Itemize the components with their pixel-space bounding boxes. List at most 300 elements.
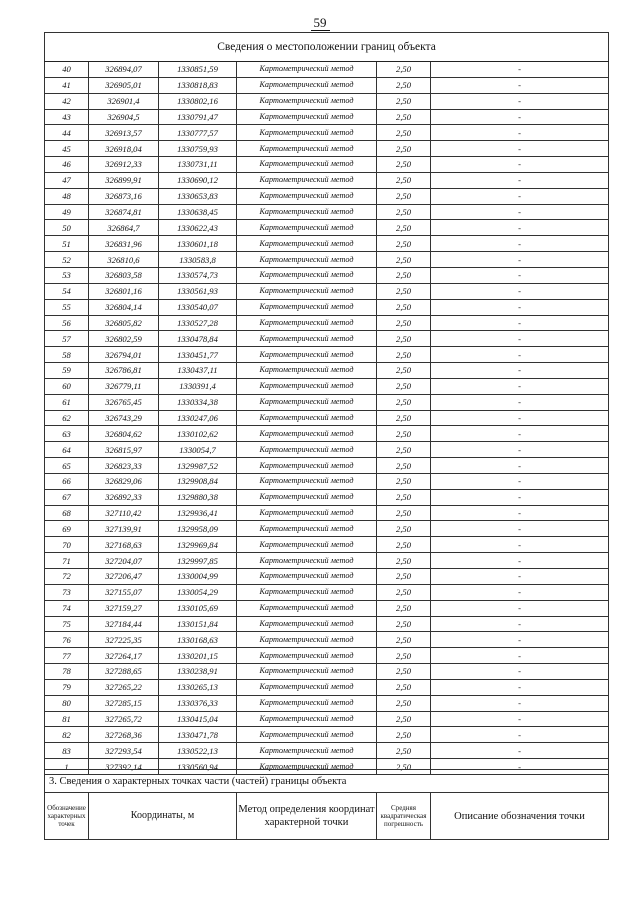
- col-point-header: Обозначение характерных точек: [45, 793, 89, 840]
- cell-coord-y: 1329969,84: [159, 537, 237, 553]
- cell-error: 2,50: [377, 188, 431, 204]
- table-row: [45, 695, 609, 711]
- cell-error: 2,50: [377, 347, 431, 363]
- cell-coord-y: 1330540,07: [159, 299, 237, 315]
- cell-coord-y: 1329908,84: [159, 473, 237, 489]
- cell-method: Картометрический метод: [237, 442, 377, 458]
- cell-coord-y: 1330522,13: [159, 743, 237, 759]
- cell-point-number: 67: [45, 489, 89, 505]
- cell-point-number: 72: [45, 569, 89, 585]
- table-row: [45, 172, 609, 188]
- cell-coord-y: 1329987,52: [159, 458, 237, 474]
- cell-coord-y: 1329997,85: [159, 553, 237, 569]
- cell-method: Картометрический метод: [237, 410, 377, 426]
- cell-error: 2,50: [377, 489, 431, 505]
- cell-method: Картометрический метод: [237, 553, 377, 569]
- cell-coord-x: 326805,82: [89, 315, 159, 331]
- table-row: [45, 267, 609, 283]
- cell-description: -: [431, 442, 609, 458]
- cell-coord-y: 1330201,15: [159, 648, 237, 664]
- cell-point-number: 81: [45, 711, 89, 727]
- cell-coord-x: 327204,07: [89, 553, 159, 569]
- cell-coord-x: 326892,33: [89, 489, 159, 505]
- cell-point-number: 42: [45, 93, 89, 109]
- table-row: [45, 537, 609, 553]
- cell-point-number: 40: [45, 62, 89, 78]
- cell-coord-x: 326743,29: [89, 410, 159, 426]
- table-row: [45, 283, 609, 299]
- cell-coord-y: 1330777,57: [159, 125, 237, 141]
- cell-coord-y: 1330415,04: [159, 711, 237, 727]
- cell-description: -: [431, 410, 609, 426]
- cell-point-number: 50: [45, 220, 89, 236]
- cell-description: -: [431, 727, 609, 743]
- cell-coord-x: 326802,59: [89, 331, 159, 347]
- cell-method: Картометрический метод: [237, 632, 377, 648]
- cell-point-number: 60: [45, 378, 89, 394]
- cell-coord-y: 1330791,47: [159, 109, 237, 125]
- cell-point-number: 64: [45, 442, 89, 458]
- cell-coord-y: 1330818,83: [159, 77, 237, 93]
- cell-description: -: [431, 679, 609, 695]
- cell-error: 2,50: [377, 77, 431, 93]
- cell-method: Картометрический метод: [237, 648, 377, 664]
- table-row: [45, 711, 609, 727]
- cell-point-number: 48: [45, 188, 89, 204]
- cell-method: Картометрический метод: [237, 664, 377, 680]
- cell-method: Картометрический метод: [237, 236, 377, 252]
- cell-point-number: 83: [45, 743, 89, 759]
- cell-method: Картометрический метод: [237, 109, 377, 125]
- cell-point-number: 62: [45, 410, 89, 426]
- cell-description: -: [431, 125, 609, 141]
- cell-coord-y: 1330105,69: [159, 600, 237, 616]
- cell-coord-y: 1330451,77: [159, 347, 237, 363]
- cell-error: 2,50: [377, 236, 431, 252]
- table-row: [45, 458, 609, 474]
- cell-description: -: [431, 553, 609, 569]
- table-row: [45, 299, 609, 315]
- cell-point-number: 58: [45, 347, 89, 363]
- table-row: [45, 489, 609, 505]
- cell-error: 2,50: [377, 378, 431, 394]
- cell-point-number: 59: [45, 363, 89, 379]
- cell-coord-y: 1329936,41: [159, 505, 237, 521]
- cell-description: -: [431, 188, 609, 204]
- cell-point-number: 46: [45, 157, 89, 173]
- cell-method: Картометрический метод: [237, 394, 377, 410]
- table-row: [45, 204, 609, 220]
- cell-method: Картометрический метод: [237, 727, 377, 743]
- cell-coord-x: 327159,27: [89, 600, 159, 616]
- cell-point-number: 56: [45, 315, 89, 331]
- cell-coord-y: 1330622,43: [159, 220, 237, 236]
- cell-coord-x: 326829,06: [89, 473, 159, 489]
- section3-title: 3. Сведения о характерных точках части (частей) границы объекта: [45, 770, 609, 793]
- cell-coord-y: 1330471,78: [159, 727, 237, 743]
- section-title: Сведения о местоположении границ объекта: [45, 33, 609, 62]
- table-row: [45, 236, 609, 252]
- cell-point-number: 41: [45, 77, 89, 93]
- cell-point-number: 54: [45, 283, 89, 299]
- cell-point-number: 51: [45, 236, 89, 252]
- cell-coord-x: 327293,54: [89, 743, 159, 759]
- cell-coord-x: 326804,14: [89, 299, 159, 315]
- cell-error: 2,50: [377, 331, 431, 347]
- cell-coord-y: 1330054,7: [159, 442, 237, 458]
- cell-coord-x: 326874,81: [89, 204, 159, 220]
- cell-method: Картометрический метод: [237, 172, 377, 188]
- cell-coord-x: 327268,36: [89, 727, 159, 743]
- cell-coord-y: 1330376,33: [159, 695, 237, 711]
- cell-coord-x: 326864,7: [89, 220, 159, 236]
- cell-method: Картометрический метод: [237, 616, 377, 632]
- cell-error: 2,50: [377, 679, 431, 695]
- cell-coord-x: 327206,47: [89, 569, 159, 585]
- cell-error: 2,50: [377, 616, 431, 632]
- cell-coord-x: 327392,14: [89, 759, 159, 775]
- cell-coord-y: 1330004,99: [159, 569, 237, 585]
- cell-description: -: [431, 458, 609, 474]
- cell-error: 2,50: [377, 695, 431, 711]
- cell-point-number: 80: [45, 695, 89, 711]
- cell-method: Картометрический метод: [237, 157, 377, 173]
- cell-coord-y: 1329880,38: [159, 489, 237, 505]
- cell-description: -: [431, 711, 609, 727]
- cell-error: 2,50: [377, 648, 431, 664]
- cell-coord-x: 326918,04: [89, 141, 159, 157]
- cell-method: Картометрический метод: [237, 521, 377, 537]
- cell-description: -: [431, 109, 609, 125]
- cell-description: -: [431, 62, 609, 78]
- cell-description: -: [431, 315, 609, 331]
- cell-point-number: 75: [45, 616, 89, 632]
- cell-coord-y: 1330527,28: [159, 315, 237, 331]
- cell-description: -: [431, 664, 609, 680]
- cell-description: -: [431, 584, 609, 600]
- cell-point-number: 61: [45, 394, 89, 410]
- cell-description: -: [431, 299, 609, 315]
- cell-point-number: 73: [45, 584, 89, 600]
- cell-description: -: [431, 204, 609, 220]
- table-row: [45, 473, 609, 489]
- cell-method: Картометрический метод: [237, 537, 377, 553]
- cell-description: -: [431, 157, 609, 173]
- cell-error: 2,50: [377, 537, 431, 553]
- cell-error: 2,50: [377, 315, 431, 331]
- cell-error: 2,50: [377, 759, 431, 775]
- cell-point-number: 63: [45, 426, 89, 442]
- cell-method: Картометрический метод: [237, 93, 377, 109]
- table-row: [45, 252, 609, 268]
- cell-point-number: 69: [45, 521, 89, 537]
- cell-coord-y: 1330391,4: [159, 378, 237, 394]
- cell-point-number: 78: [45, 664, 89, 680]
- cell-method: Картометрический метод: [237, 473, 377, 489]
- cell-coord-x: 327168,63: [89, 537, 159, 553]
- cell-coord-x: 326905,01: [89, 77, 159, 93]
- cell-description: -: [431, 267, 609, 283]
- cell-point-number: 66: [45, 473, 89, 489]
- table-row: [45, 109, 609, 125]
- cell-coord-x: 326801,16: [89, 283, 159, 299]
- cell-method: Картометрический метод: [237, 299, 377, 315]
- table-row: [45, 600, 609, 616]
- cell-point-number: 76: [45, 632, 89, 648]
- cell-point-number: 49: [45, 204, 89, 220]
- cell-method: Картометрический метод: [237, 695, 377, 711]
- col-method-header: Метод определения координат характерной точки: [237, 793, 377, 840]
- cell-error: 2,50: [377, 220, 431, 236]
- cell-error: 2,50: [377, 125, 431, 141]
- page-number: 59: [0, 15, 640, 31]
- cell-description: -: [431, 394, 609, 410]
- cell-point-number: 57: [45, 331, 89, 347]
- cell-coord-x: 327184,44: [89, 616, 159, 632]
- cell-error: 2,50: [377, 569, 431, 585]
- table-row: [45, 743, 609, 759]
- cell-method: Картометрический метод: [237, 204, 377, 220]
- cell-error: 2,50: [377, 363, 431, 379]
- cell-error: 2,50: [377, 505, 431, 521]
- cell-coord-x: 327265,72: [89, 711, 159, 727]
- cell-coord-y: 1330802,16: [159, 93, 237, 109]
- table-row: [45, 664, 609, 680]
- cell-method: Картометрический метод: [237, 505, 377, 521]
- table-row: [45, 93, 609, 109]
- cell-coord-x: 327285,15: [89, 695, 159, 711]
- cell-coord-y: 1330151,84: [159, 616, 237, 632]
- cell-coord-y: 1330690,12: [159, 172, 237, 188]
- cell-method: Картометрический метод: [237, 711, 377, 727]
- cell-coord-y: 1329958,09: [159, 521, 237, 537]
- cell-coord-y: 1330851,59: [159, 62, 237, 78]
- cell-point-number: 55: [45, 299, 89, 315]
- cell-description: -: [431, 331, 609, 347]
- cell-error: 2,50: [377, 172, 431, 188]
- cell-point-number: 65: [45, 458, 89, 474]
- cell-description: -: [431, 426, 609, 442]
- cell-error: 2,50: [377, 743, 431, 759]
- cell-description: -: [431, 378, 609, 394]
- cell-coord-x: 327265,22: [89, 679, 159, 695]
- cell-description: -: [431, 220, 609, 236]
- cell-description: -: [431, 489, 609, 505]
- cell-description: -: [431, 616, 609, 632]
- cell-description: -: [431, 236, 609, 252]
- cell-coord-y: 1330238,91: [159, 664, 237, 680]
- cell-method: Картометрический метод: [237, 584, 377, 600]
- table-row: [45, 426, 609, 442]
- table-row: [45, 410, 609, 426]
- cell-coord-y: 1330601,18: [159, 236, 237, 252]
- cell-coord-x: 327139,91: [89, 521, 159, 537]
- cell-coord-y: 1330168,63: [159, 632, 237, 648]
- cell-coord-y: 1330561,93: [159, 283, 237, 299]
- cell-method: Картометрический метод: [237, 252, 377, 268]
- cell-coord-y: 1330437,11: [159, 363, 237, 379]
- cell-description: -: [431, 648, 609, 664]
- cell-error: 2,50: [377, 62, 431, 78]
- cell-method: Картометрический метод: [237, 188, 377, 204]
- cell-coord-x: 326823,33: [89, 458, 159, 474]
- cell-coord-x: 326810,6: [89, 252, 159, 268]
- cell-method: Картометрический метод: [237, 283, 377, 299]
- cell-coord-x: 326815,97: [89, 442, 159, 458]
- cell-error: 2,50: [377, 267, 431, 283]
- table-row: [45, 632, 609, 648]
- table-row: [45, 347, 609, 363]
- cell-method: Картометрический метод: [237, 426, 377, 442]
- table-row: [45, 315, 609, 331]
- cell-error: 2,50: [377, 141, 431, 157]
- table-row: [45, 157, 609, 173]
- cell-coord-y: 1330247,06: [159, 410, 237, 426]
- cell-description: -: [431, 743, 609, 759]
- cell-description: -: [431, 473, 609, 489]
- cell-point-number: 74: [45, 600, 89, 616]
- cell-point-number: 68: [45, 505, 89, 521]
- cell-error: 2,50: [377, 521, 431, 537]
- cell-method: Картометрический метод: [237, 378, 377, 394]
- table-row: [45, 141, 609, 157]
- cell-point-number: 45: [45, 141, 89, 157]
- cell-error: 2,50: [377, 600, 431, 616]
- cell-coord-x: 326779,11: [89, 378, 159, 394]
- cell-coord-y: 1330583,8: [159, 252, 237, 268]
- cell-coord-x: 327225,35: [89, 632, 159, 648]
- cell-point-number: 44: [45, 125, 89, 141]
- cell-coord-y: 1330102,62: [159, 426, 237, 442]
- table-row: [45, 648, 609, 664]
- cell-description: -: [431, 759, 609, 775]
- cell-error: 2,50: [377, 458, 431, 474]
- cell-coord-y: 1330759,93: [159, 141, 237, 157]
- cell-method: Картометрический метод: [237, 679, 377, 695]
- table-row: [45, 125, 609, 141]
- cell-error: 2,50: [377, 711, 431, 727]
- cell-description: -: [431, 632, 609, 648]
- table-row: [45, 553, 609, 569]
- cell-description: -: [431, 569, 609, 585]
- table-row: [45, 378, 609, 394]
- cell-error: 2,50: [377, 727, 431, 743]
- cell-method: Картометрический метод: [237, 347, 377, 363]
- cell-point-number: 77: [45, 648, 89, 664]
- cell-point-number: 79: [45, 679, 89, 695]
- cell-coord-y: 1330653,83: [159, 188, 237, 204]
- table-row: [45, 77, 609, 93]
- cell-description: -: [431, 252, 609, 268]
- cell-coord-x: 326873,16: [89, 188, 159, 204]
- table-row: [45, 569, 609, 585]
- cell-description: -: [431, 141, 609, 157]
- cell-coord-x: 326803,58: [89, 267, 159, 283]
- cell-method: Картометрический метод: [237, 363, 377, 379]
- cell-method: Картометрический метод: [237, 77, 377, 93]
- cell-coord-x: 326913,57: [89, 125, 159, 141]
- cell-coord-y: 1330054,29: [159, 584, 237, 600]
- cell-error: 2,50: [377, 426, 431, 442]
- table-row: [45, 679, 609, 695]
- cell-description: -: [431, 77, 609, 93]
- cell-description: -: [431, 93, 609, 109]
- cell-error: 2,50: [377, 410, 431, 426]
- cell-error: 2,50: [377, 204, 431, 220]
- cell-method: Картометрический метод: [237, 759, 377, 775]
- cell-method: Картометрический метод: [237, 62, 377, 78]
- cell-description: -: [431, 172, 609, 188]
- cell-error: 2,50: [377, 442, 431, 458]
- cell-description: -: [431, 283, 609, 299]
- part-points-table: [44, 769, 609, 840]
- cell-coord-x: 327110,42: [89, 505, 159, 521]
- cell-error: 2,50: [377, 252, 431, 268]
- cell-error: 2,50: [377, 473, 431, 489]
- cell-method: Картометрический метод: [237, 600, 377, 616]
- table-row: [45, 521, 609, 537]
- cell-coord-x: 326794,01: [89, 347, 159, 363]
- col-error-header: Средняя квадратическая погрешность: [377, 793, 431, 840]
- table-row: [45, 442, 609, 458]
- cell-point-number: 82: [45, 727, 89, 743]
- cell-coord-x: 326831,96: [89, 236, 159, 252]
- cell-coord-x: 326765,45: [89, 394, 159, 410]
- cell-point-number: 53: [45, 267, 89, 283]
- cell-coord-x: 327288,65: [89, 664, 159, 680]
- cell-coord-x: 327264,17: [89, 648, 159, 664]
- cell-coord-x: 326901,4: [89, 93, 159, 109]
- cell-coord-x: 326786,81: [89, 363, 159, 379]
- cell-error: 2,50: [377, 584, 431, 600]
- cell-coord-y: 1330731,11: [159, 157, 237, 173]
- cell-coord-y: 1330265,13: [159, 679, 237, 695]
- cell-coord-y: 1330574,73: [159, 267, 237, 283]
- cell-method: Картометрический метод: [237, 220, 377, 236]
- cell-method: Картометрический метод: [237, 315, 377, 331]
- table-row: [45, 616, 609, 632]
- table-row: [45, 584, 609, 600]
- cell-point-number: 47: [45, 172, 89, 188]
- cell-point-number: 43: [45, 109, 89, 125]
- boundary-points-table: [44, 32, 609, 775]
- cell-method: Картометрический метод: [237, 267, 377, 283]
- cell-coord-x: 326899,91: [89, 172, 159, 188]
- cell-error: 2,50: [377, 109, 431, 125]
- cell-error: 2,50: [377, 664, 431, 680]
- cell-error: 2,50: [377, 299, 431, 315]
- table-row: [45, 220, 609, 236]
- cell-coord-x: 327155,07: [89, 584, 159, 600]
- table-row: [45, 331, 609, 347]
- cell-method: Картометрический метод: [237, 489, 377, 505]
- col-desc-header: Описание обозначения точки: [431, 793, 609, 840]
- cell-coord-y: 1330638,45: [159, 204, 237, 220]
- cell-coord-y: 1330478,84: [159, 331, 237, 347]
- cell-error: 2,50: [377, 157, 431, 173]
- cell-coord-x: 326904,5: [89, 109, 159, 125]
- cell-method: Картометрический метод: [237, 141, 377, 157]
- cell-description: -: [431, 600, 609, 616]
- cell-method: Картометрический метод: [237, 458, 377, 474]
- cell-point-number: 70: [45, 537, 89, 553]
- cell-point-number: 71: [45, 553, 89, 569]
- cell-error: 2,50: [377, 394, 431, 410]
- col-coords-header: Координаты, м: [89, 793, 237, 840]
- cell-method: Картометрический метод: [237, 331, 377, 347]
- cell-method: Картометрический метод: [237, 125, 377, 141]
- cell-description: -: [431, 695, 609, 711]
